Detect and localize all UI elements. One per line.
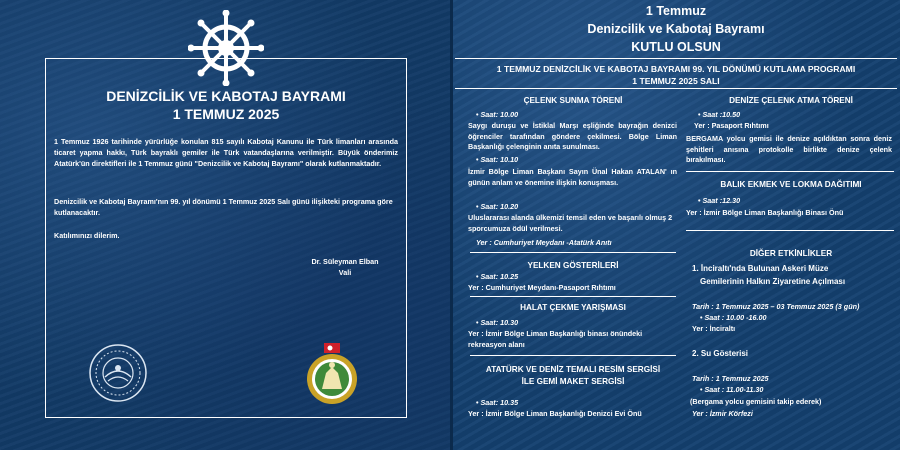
program-date: 1 TEMMUZ 2025 SALI — [632, 76, 720, 86]
celenk-time-1: • Saat: 10.00 — [476, 110, 518, 119]
divider-line — [455, 88, 897, 89]
denize-time: • Saat :10.50 — [698, 110, 740, 119]
resim-place: Yer : İzmir Bölge Liman Başkanlığı Denizci Evi Önü — [468, 409, 642, 418]
signature-name: Dr. Süleyman Elban — [311, 257, 379, 266]
diger-e1-time: • Saat : 10.00 -16.00 — [700, 313, 766, 322]
halat-place: Yer : İzmir Bölge Liman Başkanlığı binası önündeki rekreasyon alanı — [468, 329, 643, 349]
left-paragraph-1: 1 Temmuz 1926 tarihinde yürürlüğe konulan 815 sayılı Kabotaj Kanunu ile Türk limanları arasında ticaret yapma hakkı, Türk bayraklı gemiler ile Türk vatandaşlarına verilmiştir. Büyük önderimiz Atatürk'ün direktifleri ile 1 Temmuz günü "Denizcilik ve Kabotaj Bayramı" olarak kutlanmaktadır. — [54, 137, 398, 168]
diger-title: DİĞER ETKİNLİKLER — [749, 249, 833, 258]
halat-time: • Saat: 10.30 — [476, 318, 518, 327]
divider-line — [470, 355, 676, 356]
denize-place: Yer : Pasaport Rıhtımı — [694, 121, 769, 130]
resim-time: • Saat: 10.35 — [476, 398, 518, 407]
yelken-place: Yer : Cumhuriyet Meydanı-Pasaport Rıhtımı — [468, 283, 616, 292]
diger-e2-date: Tarih : 1 Temmuz 2025 — [692, 374, 769, 383]
divider-line — [686, 171, 894, 172]
left-paragraph-2: Denizcilik ve Kabotaj Bayramı'nın 99. yıl dönümü 1 Temmuz 2025 Salı günü ilişikteki programa göre kutlanacaktır. — [54, 197, 393, 217]
diger-e1-title-1: 1. İnciraltı'nda Bulunan Askeri Müze — [692, 264, 829, 273]
diger-e2-time: • Saat : 11.00-11.30 — [700, 385, 763, 394]
divider-line — [470, 296, 676, 297]
yelken-time: • Saat: 10.25 — [476, 272, 518, 281]
yelken-title: YELKEN GÖSTERİLERİ — [527, 261, 619, 270]
diger-e1-place: Yer : İnciraltı — [692, 324, 736, 333]
divider-line — [455, 58, 897, 59]
celenk-desc-2: İzmir Bölge Liman Başkanı Sayın Ünal Hakan ATALAN' ın günün anlam ve önemine ilişkin konuşması. — [468, 167, 677, 187]
right-head-2: Denizcilik ve Kabotaj Bayramı — [587, 22, 765, 36]
celenk-time-3: • Saat: 10.20 — [476, 202, 518, 211]
denize-title: DENİZE ÇELENK ATMA TÖRENİ — [729, 96, 853, 105]
diger-e1-title-2: Gemilerinin Halkın Ziyaretine Açılması — [700, 277, 846, 286]
left-title-line1: DENİZCİLİK VE KABOTAJ BAYRAMI — [106, 88, 346, 104]
diger-e1-date: Tarih : 1 Temmuz 2025 – 03 Temmuz 2025 (3 gün) — [692, 302, 860, 311]
celenk-place: Yer : Cumhuriyet Meydanı -Atatürk Anıtı — [476, 238, 612, 247]
diger-e2-note: (Bergama yolcu gemisini takip ederek) — [690, 397, 822, 406]
resim-title-1: ATATÜRK VE DENİZ TEMALI RESİM SERGİSİ — [485, 365, 661, 374]
diger-e2-place: Yer : İzmir Körfezi — [692, 409, 753, 418]
resim-title-2: İLE GEMİ MAKET SERGİSİ — [521, 377, 625, 386]
celenk-title: ÇELENK SUNMA TÖRENİ — [523, 96, 623, 105]
right-head-3: KUTLU OLSUN — [631, 40, 721, 54]
ministry-seal-icon — [88, 343, 148, 403]
balik-time: • Saat :12.30 — [698, 196, 740, 205]
left-paragraph-3: Katılımınızı dilerim. — [54, 231, 120, 240]
left-title-line2: 1 TEMMUZ 2025 — [172, 106, 280, 122]
diger-e2-title: 2. Su Gösterisi — [692, 349, 749, 358]
signature-title: Vali — [338, 268, 352, 277]
celenk-desc-3: Uluslararası alanda ülkemizi temsil eden ve başarılı olmuş 2 sporcumuza ödül verilmesi. — [468, 213, 673, 233]
divider-line — [686, 230, 894, 231]
divider-line — [470, 252, 676, 253]
balik-place: Yer : İzmir Bölge Liman Başkanlığı Binası Önü — [686, 208, 844, 217]
celenk-desc-1: Saygı duruşu ve İstiklal Marşı eşliğinde bayrağın denizci öğrenciler tarafından göndere çekilmesi. Bölge Liman Başkanlığı çelenginin anıta sunulması. — [468, 121, 677, 151]
halat-title: HALAT ÇEKME YARIŞMASI — [520, 303, 626, 312]
program-title: 1 TEMMUZ DENİZCİLİK VE KABOTAJ BAYRAMI 99. YIL DÖNÜMÜ KUTLAMA PROGRAMI — [496, 64, 856, 74]
celenk-time-2: • Saat: 10.10 — [476, 155, 518, 164]
governorship-seal-icon — [300, 343, 364, 405]
denize-desc: BERGAMA yolcu gemisi ile denize açıldıktan sonra deniz şehitleri anısına protokolle birlikte denize çelenk bırakılması. — [686, 134, 892, 164]
balik-title: BALIK EKMEK VE LOKMA DAĞITIMI — [720, 180, 862, 189]
right-head-1: 1 Temmuz — [645, 4, 707, 18]
